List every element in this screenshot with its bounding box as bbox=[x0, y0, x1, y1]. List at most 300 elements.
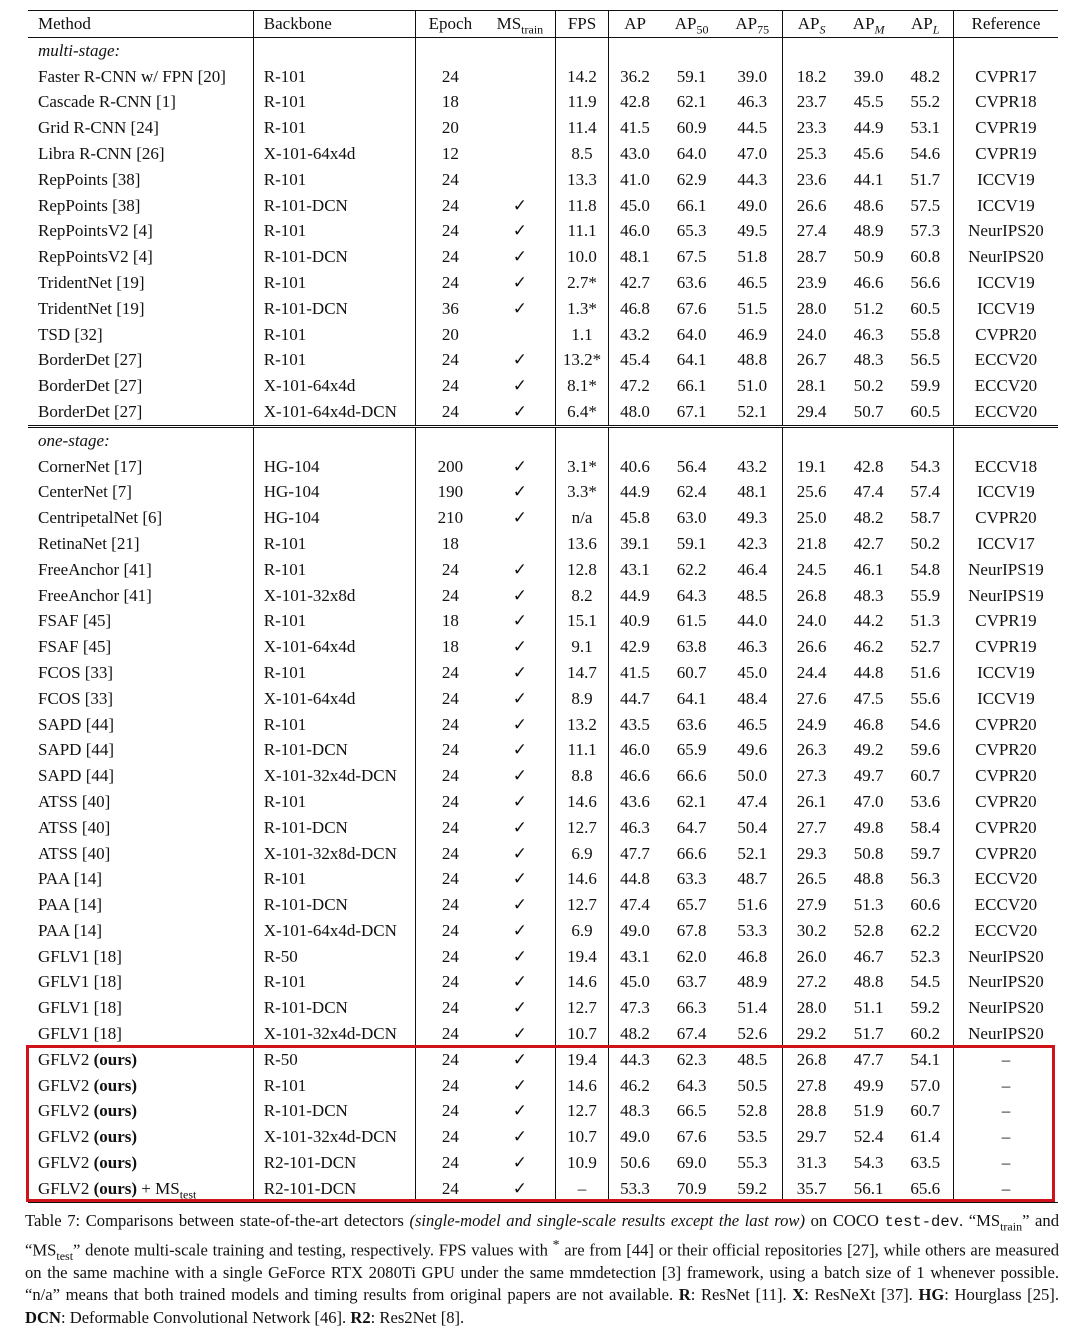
cell-method: Libra R-CNN [26] bbox=[28, 141, 253, 167]
section-spacer bbox=[608, 426, 661, 453]
cell-backbone: R-101-DCN bbox=[253, 193, 415, 219]
cell-reference: ICCV19 bbox=[977, 298, 1035, 318]
cell-apl: 56.6 bbox=[898, 270, 954, 296]
header-ms-train: $MS_{train}$ bbox=[485, 11, 556, 38]
cell-epoch: 24 bbox=[441, 714, 459, 734]
cell-apl: 62.2 bbox=[898, 918, 954, 944]
cell-aps: 26.1 bbox=[796, 791, 827, 811]
table-row bbox=[28, 115, 1058, 141]
cell-ap75: 51.8 bbox=[722, 244, 783, 270]
table-row bbox=[28, 399, 1058, 426]
cell-apl: 54.6 bbox=[898, 712, 954, 738]
cell-apl: 55.9 bbox=[898, 583, 954, 609]
abbr-text: : Res2Net [8]. bbox=[370, 1307, 465, 1327]
cell-ms-train: ✓ bbox=[485, 347, 556, 373]
cell-method bbox=[28, 1073, 253, 1099]
cell-fps: 14.2 bbox=[556, 64, 609, 90]
cell-apl: 60.6 bbox=[898, 892, 954, 918]
cell-ap50: 63.6 bbox=[676, 272, 707, 292]
cell-apl: 56.3 bbox=[898, 866, 954, 892]
cell-method: GFLV1 [18] bbox=[28, 995, 253, 1021]
header-backbone: Backbone bbox=[253, 11, 415, 38]
cell-aps: 28.8 bbox=[796, 1101, 827, 1121]
cell-method: FSAF [45] bbox=[28, 608, 253, 634]
cell-ap: 46.8 bbox=[620, 298, 650, 318]
cell-ap50: 62.0 bbox=[676, 946, 707, 966]
cell-reference: ICCV19 bbox=[977, 195, 1035, 215]
cell-apm: 48.3 bbox=[853, 350, 884, 370]
cell-ap50: 64.0 bbox=[676, 324, 707, 344]
cell-ms-train: ✓ bbox=[485, 193, 556, 219]
cell-ms-train: ✓ bbox=[485, 218, 556, 244]
caption-ms-train: “MS bbox=[968, 1211, 1001, 1230]
cell-aps: 29.4 bbox=[796, 401, 827, 421]
ours-name: GFLV2 bbox=[38, 1049, 94, 1069]
table-row bbox=[28, 141, 1058, 167]
cell-method: RepPointsV2 [4] bbox=[28, 218, 253, 244]
cell-epoch: 24 bbox=[441, 920, 459, 940]
cell-reference: NeurIPS19 bbox=[968, 585, 1044, 605]
cell-aps: 24.0 bbox=[796, 611, 827, 631]
cell-ap75: 46.4 bbox=[722, 557, 783, 583]
cell-apl: 57.4 bbox=[898, 479, 954, 505]
cell-reference: CVPR18 bbox=[975, 92, 1037, 112]
table-row bbox=[28, 479, 1058, 505]
cell-epoch: 18 bbox=[441, 637, 459, 657]
cell-backbone: X-101-32x4d-DCN bbox=[253, 1124, 415, 1150]
table-row bbox=[28, 660, 1058, 686]
cell-ap: 43.1 bbox=[620, 559, 650, 579]
cell-apm: 49.9 bbox=[853, 1075, 884, 1095]
cell-apm: 46.6 bbox=[853, 272, 884, 292]
cell-method: RepPoints [38] bbox=[28, 193, 253, 219]
cell-fps: 11.4 bbox=[556, 115, 609, 141]
cell-aps: 27.9 bbox=[796, 895, 827, 915]
table-row bbox=[28, 89, 1058, 115]
cell-epoch: 24 bbox=[441, 272, 459, 292]
cell-ap50: 66.1 bbox=[676, 195, 707, 215]
cell-ms-train: ✓ bbox=[485, 944, 556, 970]
cell-epoch: 24 bbox=[441, 559, 459, 579]
cell-aps: 30.2 bbox=[796, 920, 827, 940]
abbr-text: : Hourglass [25]. bbox=[944, 1285, 1059, 1305]
cell-method: ATSS [40] bbox=[28, 815, 253, 841]
cell-method: BorderDet [27] bbox=[28, 347, 253, 373]
cell-ap75: 46.3 bbox=[722, 89, 783, 115]
cell-ap75: 52.6 bbox=[722, 1021, 783, 1047]
table-row-ours bbox=[28, 1073, 1058, 1099]
cell-aps: 27.8 bbox=[796, 1075, 827, 1095]
cell-apm: 49.7 bbox=[853, 766, 884, 786]
abbr-key: R bbox=[678, 1285, 691, 1305]
cell-apm: 39.0 bbox=[853, 66, 884, 86]
cell-ap75: 43.2 bbox=[722, 454, 783, 480]
cell-backbone: R-101 bbox=[253, 660, 415, 686]
cell-fps: 8.9 bbox=[556, 686, 609, 712]
cell-reference: CVPR19 bbox=[975, 637, 1037, 657]
cell-aps: 23.7 bbox=[796, 92, 827, 112]
cell-epoch: 24 bbox=[441, 1024, 459, 1044]
cell-apl: 59.7 bbox=[898, 841, 954, 867]
cell-ms-train: ✓ bbox=[485, 1047, 556, 1073]
cell-aps: 29.3 bbox=[796, 843, 827, 863]
cell-ap: 42.8 bbox=[620, 92, 650, 112]
cell-ap75: 48.5 bbox=[722, 583, 783, 609]
cell-fps: 14.6 bbox=[556, 866, 609, 892]
cell-ap50: 64.7 bbox=[676, 817, 707, 837]
table-row bbox=[28, 244, 1058, 270]
caption-ms-desc: ” denote multi-scale training and testing, respectively. FPS values with bbox=[73, 1240, 548, 1260]
cell-epoch: 24 bbox=[441, 585, 459, 605]
cell-ap50: 64.0 bbox=[676, 143, 707, 163]
section-spacer bbox=[898, 426, 954, 453]
cell-fps: 1.3* bbox=[556, 296, 609, 322]
caption-on-text: on COCO bbox=[810, 1211, 879, 1230]
cell-ap75: 45.0 bbox=[722, 660, 783, 686]
cell-apm: 46.8 bbox=[853, 714, 884, 734]
cell-apm: 46.7 bbox=[853, 946, 884, 966]
table-row bbox=[28, 373, 1058, 399]
caption-label: Table 7: Comparisons between state-of-the-art detectors bbox=[25, 1211, 404, 1230]
cell-aps: 28.7 bbox=[796, 247, 827, 267]
cell-method: RepPointsV2 [4] bbox=[28, 244, 253, 270]
section-spacer bbox=[253, 37, 415, 63]
cell-backbone: R-101-DCN bbox=[253, 296, 415, 322]
cell-backbone: X-101-64x4d-DCN bbox=[253, 918, 415, 944]
table-row-ours bbox=[28, 1047, 1058, 1073]
cell-backbone: R-101-DCN bbox=[253, 737, 415, 763]
abbr-key: DCN bbox=[25, 1307, 61, 1327]
cell-aps: 26.3 bbox=[796, 740, 827, 760]
cell-reference: NeurIPS19 bbox=[968, 559, 1044, 579]
cell-apl: 54.3 bbox=[898, 454, 954, 480]
cell-ms-train bbox=[485, 141, 556, 167]
header-aps: $AP_S$ bbox=[783, 11, 840, 38]
cell-aps: 23.9 bbox=[796, 272, 827, 292]
cell-backbone: R-101 bbox=[253, 712, 415, 738]
cell-ap: 46.6 bbox=[620, 766, 650, 786]
cell-reference: ECCV20 bbox=[974, 869, 1038, 889]
cell-aps: 26.6 bbox=[796, 637, 827, 657]
cell-ms-train: ✓ bbox=[485, 841, 556, 867]
cell-aps: 27.3 bbox=[796, 766, 827, 786]
cell-reference: ICCV19 bbox=[977, 169, 1035, 189]
cell-method: PAA [14] bbox=[28, 866, 253, 892]
cell-apm: 50.8 bbox=[853, 843, 884, 863]
cell-backbone: X-101-32x8d-DCN bbox=[253, 841, 415, 867]
cell-ap75: 48.9 bbox=[722, 969, 783, 995]
cell-epoch: 24 bbox=[441, 740, 459, 760]
cell-apl: 52.7 bbox=[898, 634, 954, 660]
cell-backbone: R2-101-DCN bbox=[253, 1176, 415, 1202]
cell-method: TSD [32] bbox=[28, 322, 253, 348]
cell-backbone: R-101 bbox=[253, 1073, 415, 1099]
cell-ap: 43.1 bbox=[620, 946, 650, 966]
cell-method: PAA [14] bbox=[28, 918, 253, 944]
cell-aps: 26.6 bbox=[796, 195, 827, 215]
cell-fps: 3.1* bbox=[556, 454, 609, 480]
section-spacer bbox=[485, 37, 556, 63]
table-row bbox=[28, 737, 1058, 763]
table-row bbox=[28, 347, 1058, 373]
cell-ms-train bbox=[485, 115, 556, 141]
cell-ap: 45.4 bbox=[620, 350, 650, 370]
cell-ap75: 49.0 bbox=[722, 193, 783, 219]
cell-ap75: 46.5 bbox=[722, 270, 783, 296]
cell-ap50: 66.1 bbox=[676, 376, 707, 396]
cell-ms-train: ✓ bbox=[485, 789, 556, 815]
cell-ms-train: ✓ bbox=[485, 712, 556, 738]
cell-method bbox=[28, 1124, 253, 1150]
section-spacer bbox=[556, 426, 609, 453]
cell-ap50: 64.3 bbox=[676, 1075, 707, 1095]
cell-ms-train bbox=[485, 64, 556, 90]
cell-backbone: X-101-32x4d-DCN bbox=[253, 1021, 415, 1047]
section-spacer bbox=[953, 426, 1058, 453]
cell-apm: 52.8 bbox=[853, 920, 884, 940]
cell-reference: – bbox=[1001, 1075, 1011, 1095]
cell-ap75: 53.3 bbox=[722, 918, 783, 944]
cell-epoch: 24 bbox=[441, 247, 459, 267]
cell-ap: 36.2 bbox=[620, 66, 650, 86]
abbr-text: : ResNet [11]. bbox=[690, 1285, 793, 1305]
header-fps: FPS bbox=[556, 11, 609, 38]
cell-backbone: R-101 bbox=[253, 557, 415, 583]
cell-epoch: 24 bbox=[441, 221, 459, 241]
cell-fps: 12.7 bbox=[556, 892, 609, 918]
cell-epoch: 24 bbox=[441, 662, 459, 682]
cell-ms-train: ✓ bbox=[485, 686, 556, 712]
cell-method: GFLV1 [18] bbox=[28, 1021, 253, 1047]
cell-method: CentripetalNet [6] bbox=[28, 505, 253, 531]
cell-fps: 11.8 bbox=[556, 193, 609, 219]
cell-reference: CVPR20 bbox=[975, 324, 1037, 344]
cell-ap75: 49.5 bbox=[722, 218, 783, 244]
cell-ap75: 48.8 bbox=[722, 347, 783, 373]
cell-aps: 24.5 bbox=[796, 559, 827, 579]
section-spacer bbox=[722, 426, 783, 453]
caption-italic: (single-model and single-scale results except the last row) bbox=[409, 1211, 806, 1230]
cell-method: Cascade R-CNN [1] bbox=[28, 89, 253, 115]
cell-aps: 21.8 bbox=[796, 533, 827, 553]
cell-ap: 43.5 bbox=[620, 714, 650, 734]
section-spacer bbox=[840, 37, 898, 63]
cell-fps: 14.7 bbox=[556, 660, 609, 686]
cell-ap75: 44.5 bbox=[722, 115, 783, 141]
cell-ap75: 49.3 bbox=[722, 505, 783, 531]
cell-epoch: 18 bbox=[441, 92, 459, 112]
cell-reference: ECCV20 bbox=[974, 350, 1038, 370]
cell-apl: 52.3 bbox=[898, 944, 954, 970]
cell-ap: 45.0 bbox=[620, 972, 650, 992]
cell-apm: 56.1 bbox=[840, 1176, 898, 1202]
section-label: multi-stage: bbox=[28, 37, 253, 63]
cell-fps: 12.7 bbox=[556, 1098, 609, 1124]
cell-epoch: 24 bbox=[441, 869, 459, 889]
cell-method bbox=[28, 1176, 253, 1202]
cell-ap: 48.3 bbox=[620, 1101, 650, 1121]
cell-ap75: 51.5 bbox=[722, 296, 783, 322]
abbr-key: HG bbox=[918, 1285, 945, 1305]
cell-ap: 45.0 bbox=[620, 195, 650, 215]
ours-tag: (ours) bbox=[93, 1127, 138, 1147]
cell-ap75: 59.2 bbox=[722, 1176, 783, 1202]
table-row bbox=[28, 763, 1058, 789]
cell-apm: 51.1 bbox=[853, 998, 884, 1018]
cell-ap50: 62.3 bbox=[676, 1049, 707, 1069]
cell-apl: 60.7 bbox=[898, 763, 954, 789]
cell-ap: 43.6 bbox=[620, 791, 650, 811]
cell-ms-train: ✓ bbox=[485, 270, 556, 296]
cell-fps: 8.1* bbox=[556, 373, 609, 399]
table-row bbox=[28, 505, 1058, 531]
cell-ap75: 42.3 bbox=[722, 531, 783, 557]
cell-apm: 47.7 bbox=[853, 1049, 884, 1069]
cell-ms-train: ✓ bbox=[485, 373, 556, 399]
cell-reference: ICCV17 bbox=[977, 533, 1035, 553]
cell-ms-train: ✓ bbox=[485, 866, 556, 892]
cell-apl: 65.6 bbox=[898, 1176, 954, 1202]
table-row bbox=[28, 454, 1058, 480]
cell-fps: 19.4 bbox=[556, 1047, 609, 1073]
cell-ap: 42.7 bbox=[620, 272, 650, 292]
cell-aps: 27.7 bbox=[796, 817, 827, 837]
cell-backbone: R-101 bbox=[253, 270, 415, 296]
cell-ms-train: ✓ bbox=[485, 1176, 556, 1202]
cell-ap: 41.5 bbox=[620, 662, 650, 682]
cell-epoch: 24 bbox=[441, 1153, 459, 1173]
cell-ap: 48.1 bbox=[620, 247, 650, 267]
table-row bbox=[28, 557, 1058, 583]
cell-method: FreeAnchor [41] bbox=[28, 557, 253, 583]
cell-apm: 47.5 bbox=[853, 688, 884, 708]
cell-ms-train: ✓ bbox=[485, 763, 556, 789]
cell-ms-train: ✓ bbox=[485, 1150, 556, 1176]
cell-apm: 44.2 bbox=[853, 611, 884, 631]
section-spacer bbox=[898, 37, 954, 63]
cell-ap75: 50.0 bbox=[722, 763, 783, 789]
cell-ap50: 65.9 bbox=[676, 740, 707, 760]
table-row-ours bbox=[28, 1150, 1058, 1176]
section-spacer bbox=[416, 37, 485, 63]
cell-ap50: 64.1 bbox=[676, 350, 707, 370]
cell-aps: 28.1 bbox=[796, 376, 827, 396]
cell-ap50: 70.9 bbox=[661, 1176, 722, 1202]
cell-apm: 44.1 bbox=[853, 169, 884, 189]
cell-aps: 35.7 bbox=[783, 1176, 840, 1202]
cell-ap50: 66.6 bbox=[676, 766, 707, 786]
cell-reference: NeurIPS20 bbox=[968, 221, 1044, 241]
cell-apm: 49.2 bbox=[853, 740, 884, 760]
cell-ap50: 64.1 bbox=[676, 688, 707, 708]
cell-fps: 9.1 bbox=[556, 634, 609, 660]
cell-epoch: 24 bbox=[441, 946, 459, 966]
cell-reference: CVPR20 bbox=[975, 714, 1037, 734]
section-label-row bbox=[28, 37, 1058, 63]
cell-ap75: 50.4 bbox=[722, 815, 783, 841]
cell-apl: 50.2 bbox=[898, 531, 954, 557]
cell-ap: 42.9 bbox=[620, 637, 650, 657]
cell-ap50: 69.0 bbox=[676, 1153, 707, 1173]
cell-ap: 40.9 bbox=[620, 611, 650, 631]
section-spacer bbox=[661, 426, 722, 453]
cell-ms-train: ✓ bbox=[485, 583, 556, 609]
table-row bbox=[28, 969, 1058, 995]
cell-ap: 48.0 bbox=[620, 401, 650, 421]
caption-ms-test: ” and “MS bbox=[25, 1211, 1059, 1260]
cell-ap50: 59.1 bbox=[676, 66, 707, 86]
cell-fps: 10.9 bbox=[556, 1150, 609, 1176]
cell-apm: 47.0 bbox=[853, 791, 884, 811]
cell-epoch: 190 bbox=[437, 482, 464, 502]
cell-epoch: 210 bbox=[437, 508, 464, 528]
cell-fps: 13.6 bbox=[556, 531, 609, 557]
cell-ap50: 66.6 bbox=[676, 843, 707, 863]
cell-epoch: 12 bbox=[441, 143, 459, 163]
cell-apl: 59.2 bbox=[898, 995, 954, 1021]
cell-ap: 48.2 bbox=[620, 1024, 650, 1044]
cell-reference: CVPR17 bbox=[975, 66, 1037, 86]
cell-epoch: 24 bbox=[441, 1101, 459, 1121]
cell-ap75: 47.0 bbox=[722, 141, 783, 167]
cell-apl: 60.5 bbox=[898, 399, 954, 426]
cell-fps: – bbox=[556, 1176, 609, 1202]
cell-ap75: 46.9 bbox=[722, 322, 783, 348]
cell-apl: 54.1 bbox=[898, 1047, 954, 1073]
cell-reference: CVPR20 bbox=[975, 740, 1037, 760]
cell-method: SAPD [44] bbox=[28, 737, 253, 763]
cell-aps: 29.7 bbox=[796, 1127, 827, 1147]
cell-apl: 55.6 bbox=[898, 686, 954, 712]
cell-apm: 49.8 bbox=[853, 817, 884, 837]
cell-epoch: 24 bbox=[441, 376, 459, 396]
caption-sub-test: test bbox=[56, 1248, 74, 1263]
section-spacer bbox=[783, 37, 840, 63]
ours-tag: (ours) bbox=[93, 1049, 138, 1069]
cell-backbone: R-101 bbox=[253, 322, 415, 348]
cell-apm: 46.2 bbox=[853, 637, 884, 657]
cell-reference: NeurIPS20 bbox=[968, 946, 1044, 966]
cell-fps: 11.1 bbox=[556, 737, 609, 763]
cell-ap: 43.0 bbox=[620, 143, 650, 163]
cell-backbone: R-101 bbox=[253, 64, 415, 90]
ours-name: GFLV2 bbox=[38, 1153, 94, 1173]
cell-ap50: 64.3 bbox=[676, 585, 707, 605]
cell-method bbox=[28, 1098, 253, 1124]
cell-ms-train bbox=[485, 322, 556, 348]
table-row bbox=[28, 892, 1058, 918]
cell-backbone: R-101 bbox=[253, 347, 415, 373]
table-row bbox=[28, 270, 1058, 296]
section-spacer bbox=[485, 426, 556, 453]
cell-ap: 44.8 bbox=[620, 869, 650, 889]
cell-ms-train: ✓ bbox=[485, 995, 556, 1021]
section-spacer bbox=[608, 37, 661, 63]
cell-epoch: 24 bbox=[441, 766, 459, 786]
cell-ms-train: ✓ bbox=[485, 660, 556, 686]
cell-ap75: 51.6 bbox=[722, 892, 783, 918]
cell-ap: 47.7 bbox=[620, 843, 650, 863]
section-spacer bbox=[661, 37, 722, 63]
cell-apm: 50.9 bbox=[853, 247, 884, 267]
cell-backbone: R-101-DCN bbox=[253, 1098, 415, 1124]
table-row bbox=[28, 712, 1058, 738]
cell-fps: 10.7 bbox=[556, 1021, 609, 1047]
cell-apm: 46.1 bbox=[853, 559, 884, 579]
cell-reference: ECCV20 bbox=[974, 376, 1038, 396]
header-apm: $AP_M$ bbox=[840, 11, 898, 38]
cell-ap50: 62.1 bbox=[676, 92, 707, 112]
